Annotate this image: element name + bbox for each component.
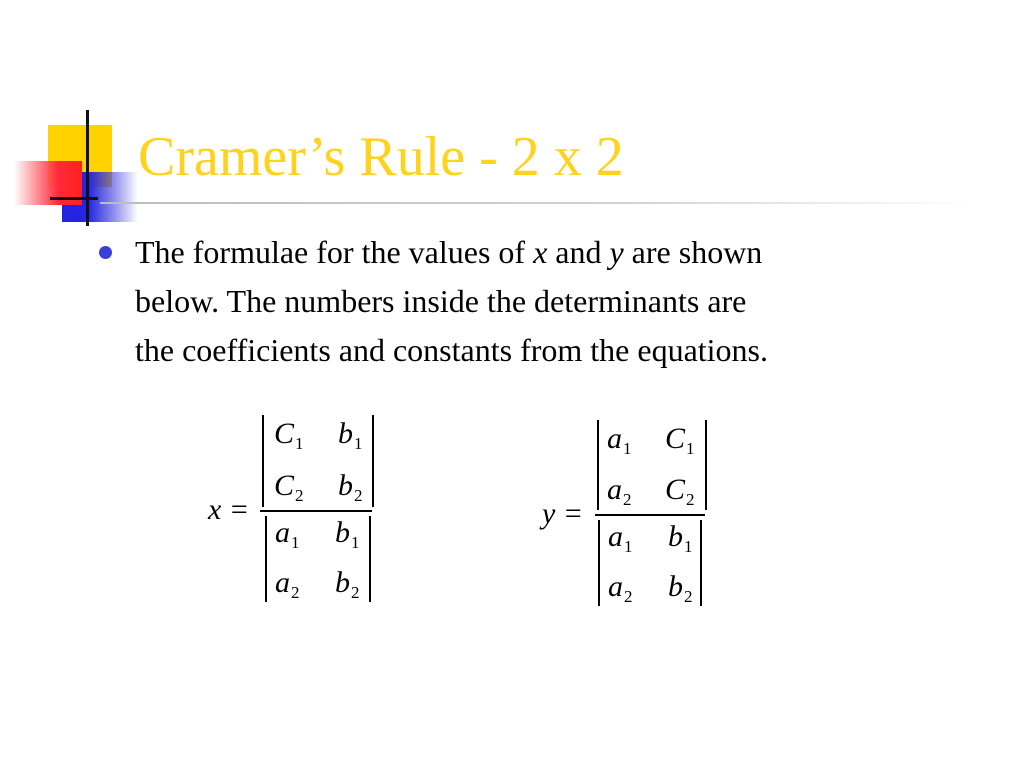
fraction-bar [595, 514, 705, 516]
bullet-line [135, 228, 955, 277]
formula-lhs: y = [542, 497, 584, 530]
numerator-determinant [262, 415, 374, 507]
matrix-entry: $b_2$ [335, 566, 360, 602]
matrix-entry: $a_1$ [608, 520, 633, 556]
matrix-entry: $b_1$ [668, 520, 693, 556]
matrix-entry: $C_1$ [665, 422, 695, 458]
matrix-entry: $b_1$ [338, 417, 363, 453]
denominator-determinant [598, 520, 702, 606]
text-run: are shown [623, 234, 763, 270]
text-run: The formulae for the values of [135, 234, 534, 270]
matrix-entry: $a_2$ [275, 566, 300, 602]
matrix-entry: $C_1$ [274, 417, 304, 453]
bullet-icon [99, 246, 112, 259]
matrix-entry: $a_1$ [275, 516, 300, 552]
matrix-entry: $a_1$ [607, 422, 632, 458]
bullet-line: below. The numbers inside the determinants are [135, 283, 747, 319]
bullet-text [135, 228, 955, 375]
matrix-entry: $b_1$ [335, 516, 360, 552]
matrix-entry: $b_2$ [338, 469, 363, 505]
math-var-y: y [609, 234, 624, 270]
denominator-determinant [265, 516, 371, 602]
formula-lhs: x = [208, 493, 250, 526]
math-var-x: x [533, 234, 548, 270]
bullet-line: the coefficients and constants from the equations. [135, 332, 768, 368]
logo-vertical-line [86, 110, 89, 226]
matrix-entry: $C_2$ [665, 473, 695, 509]
matrix-entry: $C_2$ [274, 469, 304, 505]
matrix-entry: $b_2$ [668, 570, 693, 606]
matrix-entry: $a_2$ [607, 473, 632, 509]
slide-title: Cramer’s Rule - 2 x 2 [138, 126, 624, 188]
logo-horizontal-line [50, 197, 98, 200]
numerator-determinant [597, 420, 707, 510]
title-underline [100, 202, 980, 204]
matrix-entry: $a_2$ [608, 570, 633, 606]
fraction-bar [260, 510, 372, 512]
text-run: and [547, 234, 610, 270]
